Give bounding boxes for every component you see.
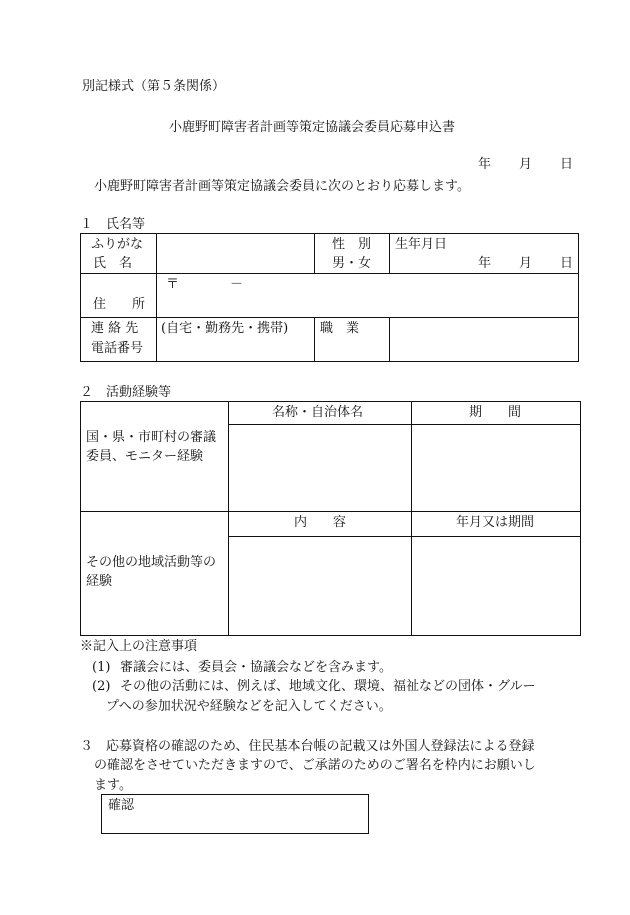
- phone-label: 電話番号: [91, 341, 144, 356]
- gender-options[interactable]: 男・女: [332, 256, 372, 271]
- dob-day: 日: [560, 256, 574, 271]
- occupation-input[interactable]: [391, 319, 576, 359]
- address-input[interactable]: [158, 292, 576, 315]
- note-2-text-cont: プへの参加状況や経験などを記入してください。: [106, 699, 392, 714]
- council-name-input[interactable]: [230, 426, 409, 509]
- address-label: 住 所: [93, 297, 146, 312]
- date-month: 月: [519, 157, 533, 172]
- name-input[interactable]: [158, 253, 312, 271]
- col-name-header: 名称・自治体名: [272, 405, 364, 420]
- section3-line2: の確認をさせていただきますので、ご承諾のためのご署名を枠内にお願いし: [94, 758, 536, 773]
- confirm-label: 確認: [108, 798, 135, 813]
- col-period2-header: 年月又は期間: [456, 515, 535, 530]
- dob-year: 年: [478, 256, 492, 271]
- gender-label: 性 別: [332, 237, 372, 252]
- intro-text: 小鹿野町障害者計画等策定協議会委員に次のとおり応募します。: [94, 179, 470, 194]
- date-year: 年: [478, 157, 492, 172]
- council-experience-label: 国・県・市町村の審議: [86, 430, 217, 445]
- postal-mark: 〒: [166, 277, 180, 292]
- contact-label: 連 絡 先: [91, 321, 139, 336]
- contact-type-options[interactable]: (自宅・勤務先・携帯): [161, 321, 289, 336]
- other-period-input[interactable]: [413, 538, 578, 633]
- confirmation-signature-box[interactable]: [101, 794, 369, 834]
- dob-month: 月: [519, 256, 533, 271]
- section2-heading: ２ 活動経験等: [80, 385, 172, 400]
- note-2-text: その他の活動には、例えば、地域文化、環境、福祉などの団体・グルー: [120, 679, 536, 694]
- name-label: 氏 名: [93, 256, 133, 271]
- notes-heading: ※記入上の注意事項: [80, 639, 198, 654]
- council-experience-label-2: 委員、モニター経験: [86, 449, 204, 464]
- form-reference: 別記様式（第５条関係）: [82, 79, 226, 94]
- other-activity-label-2: 経験: [86, 574, 113, 589]
- section3-line1: ３ 応募資格の確認のため、住民基本台帳の記載又は外国人登録法による登録: [80, 739, 535, 754]
- date-day: 日: [560, 157, 574, 172]
- col-period-header: 期 間: [469, 405, 522, 420]
- col-content-header: 内 容: [294, 515, 347, 530]
- council-period-input[interactable]: [413, 426, 578, 509]
- occupation-label: 職 業: [320, 321, 360, 336]
- note-1-number: (1): [92, 660, 111, 675]
- note-2-number: (2): [92, 679, 111, 694]
- furigana-input[interactable]: [158, 235, 312, 252]
- postal-dash: －: [230, 277, 244, 292]
- note-1-text: 審議会には、委員会・協議会などを含みます。: [120, 660, 392, 675]
- other-content-input[interactable]: [230, 538, 409, 633]
- other-activity-label: その他の地域活動等の: [86, 555, 217, 570]
- section1-heading: １ 氏名等: [80, 217, 146, 232]
- dob-label: 生年月日: [395, 237, 448, 252]
- furigana-label: ふりがな: [91, 237, 144, 252]
- document-title: 小鹿野町障害者計画等策定協議会委員応募申込書: [169, 120, 456, 135]
- section3-line3: ます。: [94, 778, 132, 793]
